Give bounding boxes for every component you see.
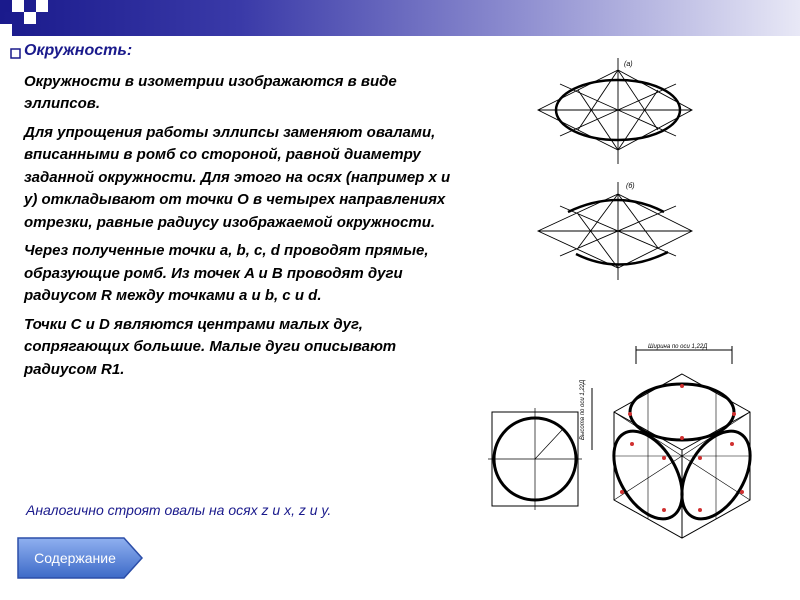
contents-button-label: Содержание: [34, 550, 116, 566]
footnote: Аналогично строят овалы на осях z и x, z и y.: [26, 502, 332, 518]
paragraph: Окружности в изометрии изображаются в виде эллипсов.: [24, 72, 397, 112]
fig-label-a: (а): [624, 61, 633, 68]
ellipse-construction-diagram-b: [530, 176, 700, 286]
isometric-cube-ovals-diagram: [580, 340, 772, 560]
fig-label-b: (б): [626, 183, 635, 190]
deco-square: [12, 0, 24, 12]
paragraph: Точки C и D являются центрами малых дуг, сопрягающих большие. Малые дуги описывают радиусом R1.: [24, 315, 397, 378]
dim-width-label: Ширина по оси 1,22Д: [648, 344, 708, 350]
bullet-icon: [10, 48, 22, 60]
deco-square: [36, 0, 48, 12]
circle-in-square-diagram: [486, 406, 586, 516]
paragraph: Для упрощения работы эллипсы заменяют овалами, вписанными в ромб со стороной, равной диаметру заданной окружности. Для этого на осях (например x и y) откладывают от точки О в четырех направлениях отрезки, равные радиусу изображаемой окружности.: [24, 123, 451, 231]
slide-title: Окружность:: [24, 42, 133, 59]
deco-square: [0, 0, 12, 12]
ellipse-construction-diagram-a: [530, 52, 700, 172]
deco-square: [0, 24, 12, 36]
paragraph: Через полученные точки a, b, c, d проводят прямые, образующие ромб. Из точек A и B проводят дуги радиусом R между точками a и b, c и d.: [24, 242, 429, 304]
contents-button[interactable]: [16, 536, 144, 580]
dim-height-label: Высота по оси 1,22Д: [580, 379, 586, 440]
header-gradient-bar: [0, 0, 800, 36]
deco-square: [24, 12, 36, 24]
slide-text: [24, 40, 464, 387]
